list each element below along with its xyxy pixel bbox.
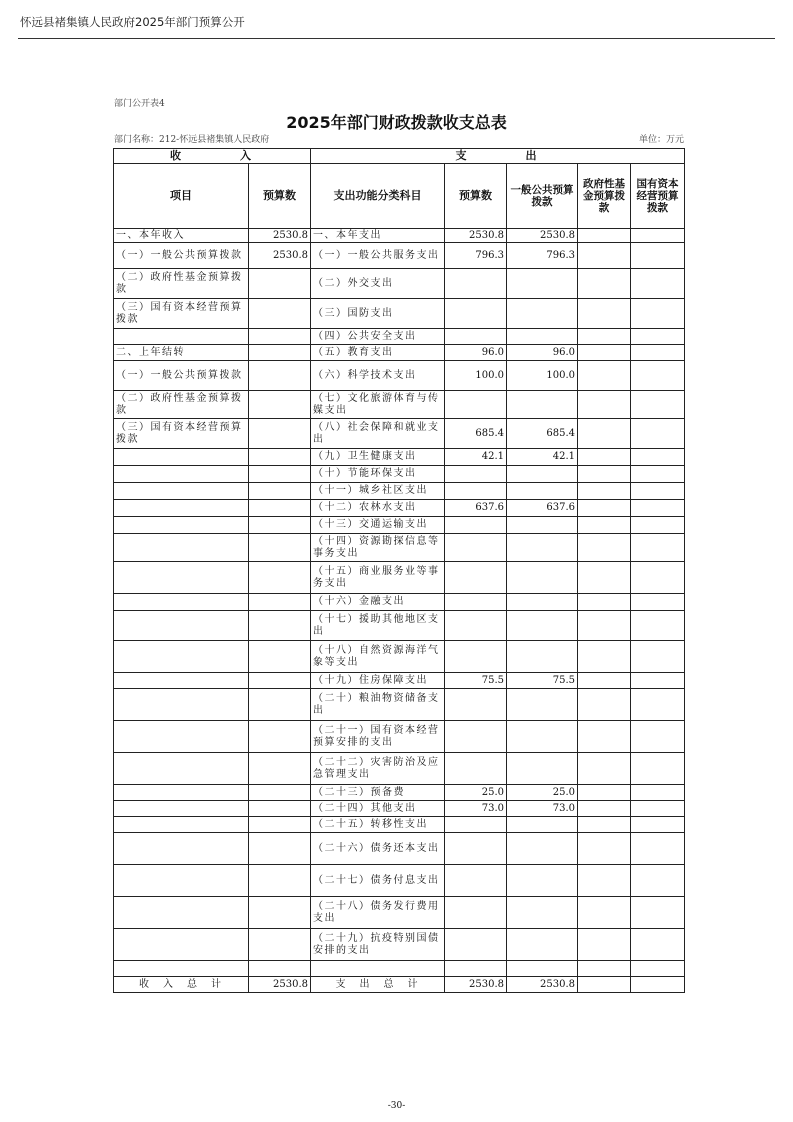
- gov-fund-amount: [578, 977, 631, 993]
- expense-amount: [445, 299, 507, 329]
- expense-category: （二）外交支出: [311, 269, 445, 299]
- income-amount: [249, 817, 311, 833]
- state-capital-amount: [631, 721, 685, 753]
- gov-fund-amount: [578, 361, 631, 391]
- income-item: [114, 753, 249, 785]
- state-capital-amount: [631, 785, 685, 801]
- general-budget-amount: [507, 329, 578, 345]
- general-budget-amount: [507, 562, 578, 594]
- expense-category: （二十三）预备费: [311, 785, 445, 801]
- expense-amount: [445, 929, 507, 961]
- state-capital-amount: [631, 673, 685, 689]
- income-amount: [249, 611, 311, 641]
- income-amount: [249, 391, 311, 419]
- general-budget-amount: [507, 269, 578, 299]
- expense-category: （八）社会保障和就业支出: [311, 419, 445, 449]
- expense-amount: [445, 329, 507, 345]
- gov-fund-amount: [578, 466, 631, 483]
- expense-category: （十八）自然资源海洋气象等支出: [311, 641, 445, 673]
- col-header-expense-amount: 预算数: [445, 164, 507, 229]
- income-amount: [249, 865, 311, 897]
- state-capital-amount: [631, 449, 685, 466]
- unit-label: 单位：万元: [638, 135, 684, 145]
- expense-category: （十五）商业服务业等事务支出: [311, 562, 445, 594]
- expense-amount: 685.4: [445, 419, 507, 449]
- gov-fund-amount: [578, 449, 631, 466]
- state-capital-amount: [631, 929, 685, 961]
- expense-amount: [445, 269, 507, 299]
- expense-category: （十四）资源勘探信息等事务支出: [311, 534, 445, 562]
- state-capital-amount: [631, 419, 685, 449]
- state-capital-amount: [631, 897, 685, 929]
- expense-amount: [445, 753, 507, 785]
- table-row: [114, 641, 685, 673]
- income-amount: [249, 641, 311, 673]
- state-capital-amount: [631, 466, 685, 483]
- state-capital-amount: [631, 977, 685, 993]
- income-amount: [249, 801, 311, 817]
- state-capital-amount: [631, 753, 685, 785]
- table-row: [114, 500, 685, 517]
- expense-section-header: 支 出: [311, 149, 685, 164]
- income-item: [114, 785, 249, 801]
- income-item: [114, 500, 249, 517]
- gov-fund-amount: [578, 641, 631, 673]
- expense-category: （二十七）债务付息支出: [311, 865, 445, 897]
- expense-category: （二十）粮油物资储备支出: [311, 689, 445, 721]
- income-item: [114, 817, 249, 833]
- income-item: （二）政府性基金预算拨款: [114, 269, 249, 299]
- expense-category: （二十五）转移性支出: [311, 817, 445, 833]
- income-amount: [249, 673, 311, 689]
- income-amount: [249, 534, 311, 562]
- gov-fund-amount: [578, 801, 631, 817]
- expense-amount: [445, 517, 507, 534]
- general-budget-amount: [507, 641, 578, 673]
- income-amount: 2530.8: [249, 977, 311, 993]
- expense-category: （一）一般公共服务支出: [311, 243, 445, 269]
- expense-category: [311, 961, 445, 977]
- income-amount: [249, 961, 311, 977]
- state-capital-amount: [631, 361, 685, 391]
- table-row: [114, 483, 685, 500]
- income-amount: [249, 345, 311, 361]
- department-name: 部门名称：212-怀远县褚集镇人民政府: [114, 135, 270, 145]
- table-row: [114, 753, 685, 785]
- income-item: （一）一般公共预算拨款: [114, 243, 249, 269]
- income-amount: [249, 419, 311, 449]
- gov-fund-amount: [578, 611, 631, 641]
- col-header-gov-fund: 政府性基金预算拨款: [578, 164, 631, 229]
- gov-fund-amount: [578, 594, 631, 611]
- expense-amount: 96.0: [445, 345, 507, 361]
- income-item: （三）国有资本经营预算拨款: [114, 299, 249, 329]
- gov-fund-amount: [578, 500, 631, 517]
- expense-category: （二十八）债务发行费用支出: [311, 897, 445, 929]
- income-amount: [249, 466, 311, 483]
- income-item: [114, 897, 249, 929]
- table-row: [114, 865, 685, 897]
- general-budget-amount: 96.0: [507, 345, 578, 361]
- gov-fund-amount: [578, 329, 631, 345]
- expense-category: （十）节能环保支出: [311, 466, 445, 483]
- expense-category: （十三）交通运输支出: [311, 517, 445, 534]
- table-row: [114, 929, 685, 961]
- table-row: [114, 801, 685, 817]
- table-row: [114, 817, 685, 833]
- general-budget-amount: [507, 721, 578, 753]
- income-item: [114, 673, 249, 689]
- gov-fund-amount: [578, 865, 631, 897]
- expense-amount: [445, 483, 507, 500]
- income-item: [114, 449, 249, 466]
- gov-fund-amount: [578, 419, 631, 449]
- table-row: [114, 361, 685, 391]
- table-row: [114, 689, 685, 721]
- state-capital-amount: [631, 562, 685, 594]
- gov-fund-amount: [578, 391, 631, 419]
- table-row: [114, 419, 685, 449]
- income-item: （三）国有资本经营预算拨款: [114, 419, 249, 449]
- general-budget-amount: [507, 483, 578, 500]
- income-amount: [249, 517, 311, 534]
- expense-amount: 2530.8: [445, 229, 507, 243]
- gov-fund-amount: [578, 345, 631, 361]
- table-row: [114, 611, 685, 641]
- income-amount: [249, 594, 311, 611]
- state-capital-amount: [631, 517, 685, 534]
- table-row: [114, 721, 685, 753]
- expense-amount: [445, 865, 507, 897]
- expense-category: （十一）城乡社区支出: [311, 483, 445, 500]
- expense-category: （二十四）其他支出: [311, 801, 445, 817]
- gov-fund-amount: [578, 269, 631, 299]
- general-budget-amount: 685.4: [507, 419, 578, 449]
- general-budget-amount: [507, 929, 578, 961]
- document-header: 怀远县褚集镇人民政府2025年部门预算公开: [20, 15, 245, 29]
- expense-amount: 100.0: [445, 361, 507, 391]
- state-capital-amount: [631, 833, 685, 865]
- gov-fund-amount: [578, 897, 631, 929]
- income-item: [114, 801, 249, 817]
- gov-fund-amount: [578, 785, 631, 801]
- table-title: 2025年部门财政拨款收支总表: [286, 113, 507, 132]
- income-item: 收 入 总 计: [114, 977, 249, 993]
- income-amount: [249, 361, 311, 391]
- table-row: [114, 534, 685, 562]
- expense-amount: [445, 594, 507, 611]
- income-item: [114, 534, 249, 562]
- gov-fund-amount: [578, 299, 631, 329]
- general-budget-amount: 100.0: [507, 361, 578, 391]
- state-capital-amount: [631, 483, 685, 500]
- expense-category: （四）公共安全支出: [311, 329, 445, 345]
- table-row: [114, 299, 685, 329]
- general-budget-amount: [507, 611, 578, 641]
- general-budget-amount: [507, 833, 578, 865]
- general-budget-amount: 75.5: [507, 673, 578, 689]
- expense-amount: [445, 897, 507, 929]
- table-row: [114, 345, 685, 361]
- income-item: [114, 517, 249, 534]
- table-body: [114, 229, 685, 993]
- expense-amount: 2530.8: [445, 977, 507, 993]
- expense-amount: [445, 689, 507, 721]
- table-row: [114, 269, 685, 299]
- page-number: -30-: [387, 1101, 406, 1111]
- gov-fund-amount: [578, 689, 631, 721]
- income-item: [114, 466, 249, 483]
- income-amount: [249, 562, 311, 594]
- col-header-general-budget: 一般公共预算拨款: [507, 164, 578, 229]
- table-row: [114, 229, 685, 243]
- income-amount: 2530.8: [249, 243, 311, 269]
- general-budget-amount: [507, 517, 578, 534]
- expense-amount: [445, 833, 507, 865]
- state-capital-amount: [631, 817, 685, 833]
- income-item: [114, 594, 249, 611]
- income-item: [114, 641, 249, 673]
- expense-amount: [445, 641, 507, 673]
- expense-category: 一、本年支出: [311, 229, 445, 243]
- form-number: 部门公开表4: [114, 99, 165, 109]
- general-budget-amount: [507, 689, 578, 721]
- income-item: [114, 961, 249, 977]
- state-capital-amount: [631, 229, 685, 243]
- state-capital-amount: [631, 534, 685, 562]
- table-row: [114, 673, 685, 689]
- general-budget-amount: 637.6: [507, 500, 578, 517]
- income-item: [114, 721, 249, 753]
- income-amount: [249, 449, 311, 466]
- state-capital-amount: [631, 641, 685, 673]
- expense-amount: [445, 391, 507, 419]
- expense-amount: [445, 562, 507, 594]
- income-item: [114, 865, 249, 897]
- state-capital-amount: [631, 801, 685, 817]
- expense-category: （二十六）债务还本支出: [311, 833, 445, 865]
- total-row: [114, 977, 685, 993]
- gov-fund-amount: [578, 753, 631, 785]
- income-amount: [249, 500, 311, 517]
- gov-fund-amount: [578, 517, 631, 534]
- expense-category: （七）文化旅游体育与传媒支出: [311, 391, 445, 419]
- state-capital-amount: [631, 611, 685, 641]
- expense-category: （十二）农林水支出: [311, 500, 445, 517]
- gov-fund-amount: [578, 243, 631, 269]
- gov-fund-amount: [578, 929, 631, 961]
- gov-fund-amount: [578, 229, 631, 243]
- table-row: [114, 243, 685, 269]
- income-item: 二、上年结转: [114, 345, 249, 361]
- expense-amount: [445, 466, 507, 483]
- table-row: [114, 833, 685, 865]
- expense-amount: 75.5: [445, 673, 507, 689]
- table-row: [114, 961, 685, 977]
- income-amount: [249, 329, 311, 345]
- table-row: [114, 466, 685, 483]
- income-amount: [249, 721, 311, 753]
- state-capital-amount: [631, 243, 685, 269]
- header-divider: [18, 38, 775, 39]
- general-budget-amount: [507, 865, 578, 897]
- income-amount: [249, 929, 311, 961]
- gov-fund-amount: [578, 833, 631, 865]
- income-item: 一、本年收入: [114, 229, 249, 243]
- expense-amount: [445, 611, 507, 641]
- expense-category: （二十二）灾害防治及应急管理支出: [311, 753, 445, 785]
- general-budget-amount: 42.1: [507, 449, 578, 466]
- expense-amount: [445, 961, 507, 977]
- table-row: [114, 785, 685, 801]
- gov-fund-amount: [578, 534, 631, 562]
- income-item: [114, 483, 249, 500]
- general-budget-amount: 2530.8: [507, 977, 578, 993]
- income-section-header: 收 入: [114, 149, 311, 164]
- state-capital-amount: [631, 299, 685, 329]
- table-row: [114, 594, 685, 611]
- col-header-function-category: 支出功能分类科目: [311, 164, 445, 229]
- expense-amount: 25.0: [445, 785, 507, 801]
- table-row: [114, 897, 685, 929]
- col-header-item: 项目: [114, 164, 249, 229]
- income-amount: [249, 833, 311, 865]
- income-item: [114, 329, 249, 345]
- general-budget-amount: 796.3: [507, 243, 578, 269]
- income-amount: [249, 785, 311, 801]
- expense-amount: 796.3: [445, 243, 507, 269]
- expense-category: （五）教育支出: [311, 345, 445, 361]
- expense-amount: 637.6: [445, 500, 507, 517]
- general-budget-amount: [507, 466, 578, 483]
- income-item: [114, 929, 249, 961]
- state-capital-amount: [631, 865, 685, 897]
- expense-category: （二十一）国有资本经营预算安排的支出: [311, 721, 445, 753]
- income-amount: [249, 689, 311, 721]
- general-budget-amount: [507, 299, 578, 329]
- income-item: [114, 833, 249, 865]
- gov-fund-amount: [578, 673, 631, 689]
- expense-category: （二十九）抗疫特别国债安排的支出: [311, 929, 445, 961]
- expense-category: （三）国防支出: [311, 299, 445, 329]
- gov-fund-amount: [578, 721, 631, 753]
- table-row: [114, 449, 685, 466]
- table-row: [114, 517, 685, 534]
- expense-amount: 42.1: [445, 449, 507, 466]
- income-amount: [249, 269, 311, 299]
- col-header-income-amount: 预算数: [249, 164, 311, 229]
- general-budget-amount: [507, 391, 578, 419]
- income-amount: [249, 299, 311, 329]
- income-item: [114, 611, 249, 641]
- expense-category: （九）卫生健康支出: [311, 449, 445, 466]
- table-row: [114, 391, 685, 419]
- expense-amount: [445, 534, 507, 562]
- gov-fund-amount: [578, 483, 631, 500]
- expense-category: （六）科学技术支出: [311, 361, 445, 391]
- general-budget-amount: [507, 594, 578, 611]
- table-meta: [114, 132, 684, 145]
- state-capital-amount: [631, 345, 685, 361]
- table-row: [114, 562, 685, 594]
- general-budget-amount: [507, 897, 578, 929]
- col-header-state-capital: 国有资本经营预算拨款: [631, 164, 685, 229]
- expense-amount: [445, 817, 507, 833]
- expense-category: （十七）援助其他地区支出: [311, 611, 445, 641]
- table-row: [114, 329, 685, 345]
- expense-category: （十六）金融支出: [311, 594, 445, 611]
- income-item: [114, 689, 249, 721]
- general-budget-amount: [507, 961, 578, 977]
- budget-table: [113, 148, 685, 993]
- income-amount: 2530.8: [249, 229, 311, 243]
- general-budget-amount: 25.0: [507, 785, 578, 801]
- state-capital-amount: [631, 329, 685, 345]
- income-item: [114, 562, 249, 594]
- gov-fund-amount: [578, 562, 631, 594]
- state-capital-amount: [631, 391, 685, 419]
- gov-fund-amount: [578, 961, 631, 977]
- expense-category: （十九）住房保障支出: [311, 673, 445, 689]
- general-budget-amount: 2530.8: [507, 229, 578, 243]
- income-item: （一）一般公共预算拨款: [114, 361, 249, 391]
- income-item: （二）政府性基金预算拨款: [114, 391, 249, 419]
- state-capital-amount: [631, 961, 685, 977]
- general-budget-amount: [507, 817, 578, 833]
- expense-category: 支 出 总 计: [311, 977, 445, 993]
- gov-fund-amount: [578, 817, 631, 833]
- general-budget-amount: [507, 534, 578, 562]
- expense-amount: 73.0: [445, 801, 507, 817]
- income-amount: [249, 753, 311, 785]
- income-amount: [249, 897, 311, 929]
- expense-amount: [445, 721, 507, 753]
- state-capital-amount: [631, 594, 685, 611]
- state-capital-amount: [631, 500, 685, 517]
- state-capital-amount: [631, 689, 685, 721]
- state-capital-amount: [631, 269, 685, 299]
- general-budget-amount: 73.0: [507, 801, 578, 817]
- income-amount: [249, 483, 311, 500]
- general-budget-amount: [507, 753, 578, 785]
